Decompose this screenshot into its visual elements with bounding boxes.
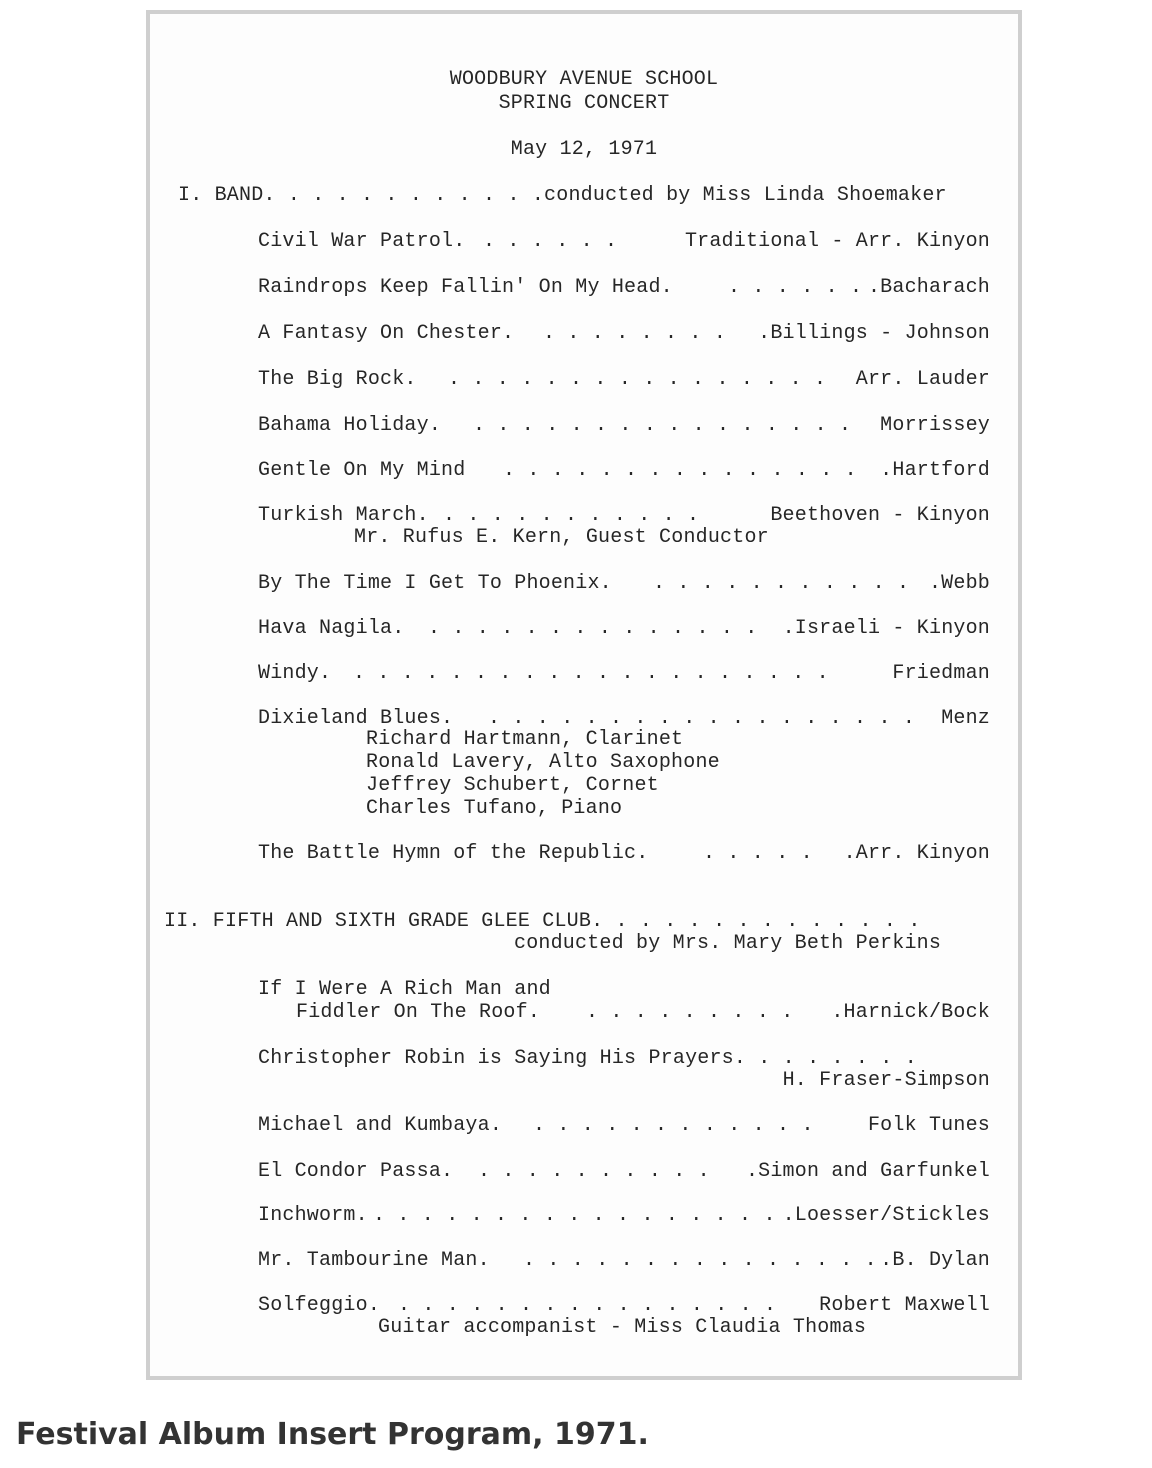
leader-dots: . . . . . . . . . . (478, 1160, 710, 1183)
leader-dots: . . . . . . . . . . . . . . . . . . . . (353, 662, 829, 685)
composer: .Webb (928, 572, 990, 595)
item-note: Jeffrey Schubert, Cornet (366, 774, 659, 797)
section-heading-band: I. BAND. . . . . . . . . . . .conducted by Miss Linda Shoemaker (178, 184, 947, 207)
leader-dots: . . . . . . . . . . . . . . . (503, 459, 857, 482)
program-item (258, 1160, 990, 1183)
event-title: SPRING CONCERT (498, 92, 670, 115)
concert-date: May 12, 1971 (510, 138, 658, 161)
composer: Robert Maxwell (819, 1294, 990, 1317)
leader-dots: . . . . . . . . . . . . (533, 1114, 814, 1137)
piece-title: El Condor Passa. (258, 1160, 454, 1183)
section-subheading: conducted by Mrs. Mary Beth Perkins (514, 932, 942, 955)
program-item (258, 1249, 990, 1272)
program-item (296, 1001, 990, 1024)
leader-dots: . . . . . . . . . . . . . . . . (448, 368, 827, 391)
program-item (258, 662, 990, 685)
program-item (258, 617, 990, 640)
piece-title: Mr. Tambourine Man. (258, 1249, 490, 1272)
section-heading-glee-club: II. FIFTH AND SIXTH GRADE GLEE CLUB. . . . . . . . . . . . . . (164, 910, 921, 933)
leader-dots: . . . . . . . . . . . . . . . . (473, 414, 852, 437)
composer: .Bacharach (867, 276, 990, 299)
composer: Traditional - Arr. Kinyon (684, 230, 990, 253)
piece-title: The Big Rock. (258, 368, 417, 391)
leader-dots: . . . . . . . . (543, 322, 727, 345)
program-item (258, 459, 990, 482)
program-item (258, 504, 990, 527)
composer: .Arr. Kinyon (843, 842, 990, 865)
composer: Beethoven - Kinyon (770, 504, 990, 527)
piece-title: Hava Nagila. (258, 617, 405, 640)
program-item (258, 230, 990, 253)
leader-dots: . . . . . . . . . . . (653, 572, 910, 595)
composer: Friedman (892, 662, 990, 685)
leader-dots: . . . . . . . . . . . . . . . (523, 1249, 877, 1272)
program-item (258, 1114, 990, 1137)
piece-title: Dixieland Blues. (258, 707, 454, 730)
piece-title: A Fantasy On Chester. (258, 322, 515, 345)
item-note: Guitar accompanist - Miss Claudia Thomas (378, 1316, 867, 1339)
leader-dots: . . . . . . . . . (586, 1001, 794, 1024)
program-item (258, 368, 990, 391)
composer: .Israeli - Kinyon (782, 617, 990, 640)
piece-title: By The Time I Get To Phoenix. (258, 572, 612, 595)
composer: .Loesser/Stickles (782, 1204, 990, 1227)
composer: Arr. Lauder (855, 368, 990, 391)
program-item (258, 707, 990, 730)
leader-dots: . . . . . . (483, 230, 618, 253)
item-note: Charles Tufano, Piano (366, 797, 623, 820)
piece-title: Solfeggio. (258, 1294, 381, 1317)
leader-dots: . . . . . . . . . . . . . . . . . . (488, 707, 916, 730)
composer: .Hartford (880, 459, 990, 482)
program-item (258, 322, 990, 345)
piece-title-line1: If I Were A Rich Man and (258, 978, 551, 1001)
program-item (258, 1294, 990, 1317)
leader-dots: . . . . . (703, 842, 813, 865)
program-document (150, 14, 1018, 1376)
piece-title: The Battle Hymn of the Republic. (258, 842, 649, 865)
piece-title: Windy. (258, 662, 332, 685)
piece-title: Turkish March. (258, 504, 429, 527)
piece-title: Fiddler On The Roof. (296, 1001, 541, 1024)
piece-title: Inchworm. (258, 1204, 368, 1227)
program-page (146, 10, 1022, 1380)
composer: .Billings - Johnson (758, 322, 990, 345)
program-item (258, 1204, 990, 1227)
item-note: Mr. Rufus E. Kern, Guest Conductor (354, 526, 769, 549)
piece-title: Gentle On My Mind (258, 459, 466, 482)
leader-dots: . . . . . . (728, 276, 863, 299)
leader-dots: . . . . . . . . . . . . . . (428, 617, 758, 640)
composer: Morrissey (880, 414, 990, 437)
piece-title: Raindrops Keep Fallin' On My Head. (258, 276, 673, 299)
piece-title: Michael and Kumbaya. (258, 1114, 503, 1137)
piece-title: Bahama Holiday. (258, 414, 442, 437)
image-caption: Festival Album Insert Program, 1971. (16, 1417, 649, 1452)
piece-title: Civil War Patrol. (258, 230, 466, 253)
composer: Folk Tunes (867, 1114, 990, 1137)
program-item (258, 276, 990, 299)
item-note: Ronald Lavery, Alto Saxophone (366, 751, 720, 774)
leader-dots: . . . . . . . . . . . . . . . . (398, 1294, 777, 1317)
program-item (258, 572, 990, 595)
program-item (258, 414, 990, 437)
leader-dots: . . . . . . . . . . . (443, 504, 700, 527)
item-note: Richard Hartmann, Clarinet (366, 728, 684, 751)
program-item (258, 842, 990, 865)
composer: Menz (941, 707, 990, 730)
composer: .B. Dylan (880, 1249, 990, 1272)
composer: .Harnick/Bock (831, 1001, 990, 1024)
school-name: WOODBURY AVENUE SCHOOL (449, 68, 719, 91)
composer: .Simon and Garfunkel (745, 1160, 990, 1183)
piece-title: Christopher Robin is Saying His Prayers. . . . . . . . (258, 1047, 917, 1070)
composer: H. Fraser-Simpson (782, 1069, 990, 1092)
leader-dots: . . . . . . . . . . . . . . . . . (373, 1204, 776, 1227)
